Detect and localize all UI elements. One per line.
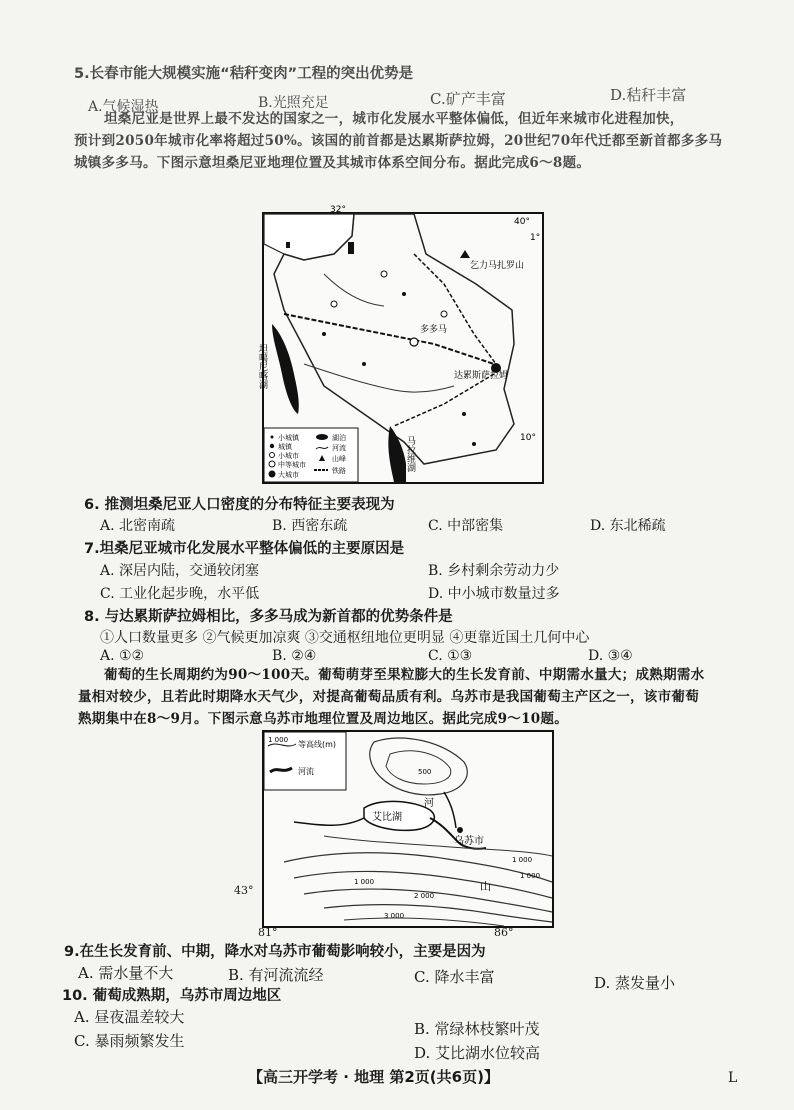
q8-stem: 8. 与达累斯萨拉姆相比，多多马成为新首都的优势条件是	[84, 609, 453, 625]
q7-option-a: A. 深居内陆，交通较闭塞	[100, 563, 260, 579]
label-river: 河	[424, 798, 434, 809]
legend-small-town: 小城镇	[278, 434, 299, 442]
city-marker-3	[441, 311, 447, 317]
q10-option-b: B. 常绿林枝繁叶茂	[414, 1020, 540, 1038]
railway-central	[284, 314, 494, 364]
label-lat-43: 43°	[234, 884, 254, 897]
river-west	[294, 818, 364, 825]
q9-stem: 9.在生长发育前、中期，降水对乌苏市葡萄影响较小，主要是因为	[64, 944, 486, 960]
contour-label-500: 500	[418, 768, 432, 776]
legend-icon-medium-city	[269, 461, 275, 467]
q8-option-a: A. ①②	[100, 648, 145, 664]
wusu-map	[262, 730, 554, 928]
q10-option-d: D. 艾比湖水位较高	[414, 1044, 541, 1062]
q8-option-b: B. ②④	[272, 648, 317, 664]
legend-large-city: 大城市	[278, 471, 299, 479]
legend-icon-small-town	[271, 436, 274, 439]
town-marker-3	[322, 332, 326, 336]
q7-option-d: D. 中小城市数量过多	[428, 586, 560, 602]
label-lon-40: 40°	[514, 217, 530, 227]
wusu-city-marker	[457, 827, 463, 833]
label-lake-malawi: 马拉维湖	[405, 436, 415, 472]
label-lon-32: 32°	[330, 205, 346, 215]
q9-option-c: C. 降水丰富	[414, 968, 495, 986]
city-marker-2	[331, 301, 337, 307]
tanzania-map-legend	[264, 428, 358, 482]
q7-stem: 7.坦桑尼亚城市化发展水平整体偏低的主要原因是	[84, 541, 405, 557]
railway-south	[394, 374, 494, 426]
q5-option-b: B.光照充足	[258, 95, 329, 111]
q8-option-d: D. ③④	[588, 648, 633, 664]
passage-tanzania-line-3: 城镇多多马。下图示意坦桑尼亚地理位置及其城市体系空间分布。据此完成6～8题。	[74, 155, 591, 171]
town-marker-4	[402, 292, 406, 296]
page-footer: 【高三开学考 · 地理 第2页(共6页)】	[248, 1068, 499, 1086]
q6-option-b: B. 西密东疏	[272, 518, 348, 534]
passage-tanzania	[74, 108, 764, 174]
legend-peak: 山峰	[332, 455, 346, 463]
passage-grape-line-2: 量相对较少，且若此时期降水天气少，对提高葡萄品质有利。乌苏市是我国葡萄主产区之一，该市葡萄	[78, 689, 699, 705]
legend-medium-city: 中等城市	[278, 461, 306, 469]
kilimanjaro-peak-icon	[460, 250, 470, 258]
lake-blob-2	[286, 242, 290, 248]
legend-small-city: 小城市	[278, 452, 299, 460]
lake-tanganyika	[272, 324, 299, 414]
q6-stem: 6. 推测坦桑尼亚人口密度的分布特征主要表现为	[84, 497, 395, 513]
city-marker-dodoma	[410, 338, 418, 346]
passage-grape	[78, 664, 768, 730]
passage-tanzania-line-2: 预计到2050年城市化率将超过50%。该国的前首都是达累斯萨拉姆，20世纪70年代迁都至新首都多多马	[74, 133, 723, 149]
contour-label-1000-a: 1 000	[512, 856, 533, 864]
town-marker-2	[462, 412, 466, 416]
q8-option-c: C. ①③	[428, 648, 473, 664]
tanzania-map-svg	[257, 205, 542, 482]
river-north	[444, 792, 456, 828]
label-dar-es-salaam: 达累斯萨拉姆	[454, 371, 509, 381]
legend-town: 城镇	[278, 443, 292, 451]
legend-railway: 铁路	[332, 467, 346, 475]
q5-option-a: A.气候湿热	[88, 99, 159, 115]
q10-option-a: A. 昼夜温差较大	[74, 1008, 185, 1026]
q9-option-a: A. 需水量不大	[78, 964, 174, 982]
label-lon-86: 86°	[494, 926, 514, 939]
wusu-map-svg	[264, 732, 552, 926]
town-marker-1	[362, 362, 366, 366]
label-kilimanjaro: 乞力马扎罗山	[470, 261, 525, 271]
label-lat-10: 10°	[520, 433, 536, 443]
lake-blob-1	[348, 242, 354, 254]
q7-option-b: B. 乡村剩余劳动力少	[428, 563, 560, 579]
legend-lake: 湖泊	[332, 434, 346, 442]
contour-upper-1	[370, 738, 468, 795]
label-lon-81: 81°	[258, 926, 278, 939]
q5-option-d: D.秸秆丰富	[610, 86, 687, 104]
contour-mountain-5	[344, 918, 504, 926]
legend-icon-large-city	[269, 471, 276, 478]
city-marker-1	[381, 271, 387, 277]
q6-option-a: A. 北密南疏	[100, 518, 176, 534]
legend-river-label: 河流	[298, 767, 314, 776]
passage-grape-line-1: 葡萄的生长周期约为90～100天。葡萄萌芽至果粒膨大的生长发育前、中期需水量大；成熟期需水	[104, 667, 705, 683]
contour-label-1000-c: 1 000	[354, 878, 375, 886]
label-mountain: 山	[480, 880, 491, 893]
q10-stem: 10. 葡萄成熟期，乌苏市周边地区	[62, 988, 282, 1004]
contour-label-1000-b: 1 000	[520, 872, 541, 880]
q9-option-b: B. 有河流流经	[228, 966, 324, 984]
q6-option-d: D. 东北稀疏	[590, 518, 666, 534]
q6-option-c: C. 中部密集	[428, 518, 504, 534]
contour-label-3000: 3 000	[384, 912, 405, 920]
label-lake-tanganyika: 坦噶尼喀湖	[257, 344, 267, 389]
passage-tanzania-line-1: 坦桑尼亚是世界上最不发达的国家之一，城市化发展水平整体偏低，但近年来城市化进程加快，	[104, 111, 684, 127]
legend-icon-small-city	[270, 453, 275, 458]
lake-victoria-outline	[264, 214, 354, 260]
passage-grape-line-3: 熟期集中在8～9月。下图示意乌苏市地理位置及周边地区。据此完成9～10题。	[78, 711, 569, 727]
page-corner-mark: L	[728, 1070, 738, 1086]
q8-items: ①人口数量更多 ②气候更加凉爽 ③交通枢纽地位更明显 ④更靠近国土几何中心	[100, 630, 590, 646]
label-dodoma: 多多马	[420, 325, 448, 335]
legend-icon-lake	[316, 434, 328, 440]
legend-river: 河流	[332, 444, 346, 452]
label-lat-1: 1°	[530, 233, 541, 243]
tanzania-map	[257, 205, 544, 484]
q9-option-d: D. 蒸发量小	[594, 974, 676, 992]
lake-malawi	[388, 426, 406, 482]
legend-icon-town	[270, 444, 274, 448]
town-marker-5	[472, 442, 476, 446]
q7-option-c: C. 工业化起步晚，水平低	[100, 586, 260, 602]
label-ebinur-lake: 艾比湖	[372, 812, 402, 823]
q5-option-c: C.矿产丰富	[430, 90, 506, 108]
contour-label-2000: 2 000	[414, 892, 435, 900]
q5-stem: 5.长春市能大规模实施“秸秆变肉”工程的突出优势是	[74, 66, 414, 82]
q10-option-c: C. 暴雨频繁发生	[74, 1032, 185, 1050]
label-wusu-city: 乌苏市	[454, 836, 484, 847]
legend-contour-value: 1 000	[268, 736, 289, 744]
legend-contour-label: 等高线(m)	[298, 740, 337, 749]
